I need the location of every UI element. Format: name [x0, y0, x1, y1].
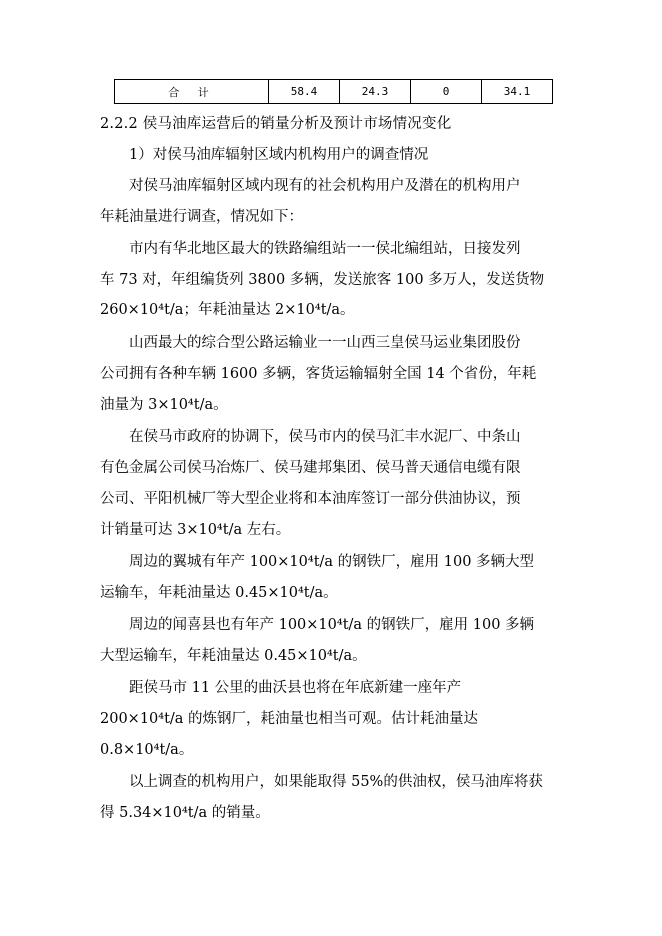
- sub-heading: 1）对侯马油库辐射区域内机构用户的调查情况: [129, 147, 429, 163]
- paragraph-line: 在侯马市政府的协调下，侯马市内的侯马汇丰水泥厂、中条山: [129, 429, 521, 445]
- section-heading: 2.2.2 侯马油库运营后的销量分析及预计市场情况变化: [100, 116, 452, 132]
- summary-row: [115, 80, 553, 104]
- paragraph-line: 年耗油量进行调查，情况如下：: [100, 209, 303, 225]
- paragraph-line: 0.8×10⁴t/a。: [100, 742, 194, 758]
- paragraph-line: 200×10⁴t/a 的炼钢厂，耗油量也相当可观。估计耗油量达: [100, 711, 479, 727]
- summary-table: [114, 79, 553, 104]
- paragraph-line: 大型运输车，年耗油量达 0.45×10⁴t/a。: [100, 648, 367, 664]
- paragraph-line: 运输车，年耗油量达 0.45×10⁴t/a。: [100, 585, 338, 601]
- paragraph-line: 周边的闻喜县也有年产 100×10⁴t/a 的钢铁厂，雇用 100 多辆: [129, 617, 535, 633]
- paragraph-line: 以上调查的机构用户，如果能取得 55%的供油权，侯马油库将获: [129, 774, 543, 790]
- summary-value-cell: 24.3: [340, 80, 411, 104]
- paragraph-line: 车 73 对，年组编货列 3800 多辆，发送旅客 100 多万人，发送货物: [100, 272, 545, 288]
- paragraph-line: 山西最大的综合型公路运输业一一山西三皇侯马运业集团股份: [129, 335, 521, 351]
- summary-value-cell: 0: [411, 80, 482, 104]
- paragraph-line: 计销量可达 3×10⁴t/a 左右。: [100, 522, 291, 538]
- paragraph-line: 市内有华北地区最大的铁路编组站一一侯北编组站，日接发列: [129, 241, 521, 257]
- paragraph-line: 距侯马市 11 公里的曲沃县也将在年底新建一座年产: [129, 680, 462, 696]
- paragraph-line: 公司、平阳机械厂等大型企业将和本油库签订一部分供油协议，预: [100, 491, 521, 507]
- paragraph-line: 公司拥有各种车辆 1600 多辆，客货运输辐射全国 14 个省份，年耗: [100, 366, 537, 382]
- summary-label-cell: 合 计: [115, 80, 269, 104]
- summary-value-cell: 58.4: [269, 80, 340, 104]
- paragraph-line: 260×10⁴t/a；年耗油量达 2×10⁴t/a。: [100, 302, 355, 318]
- paragraph-line: 有色金属公司侯马冶炼厂、侯马建邦集团、侯马普天通信电缆有限: [100, 460, 521, 476]
- summary-value-cell: 34.1: [482, 80, 553, 104]
- paragraph-line: 得 5.34×10⁴t/a 的销量。: [100, 805, 270, 821]
- paragraph-line: 油量为 3×10⁴t/a。: [100, 397, 228, 413]
- paragraph-line: 周边的翼城有年产 100×10⁴t/a 的钢铁厂，雇用 100 多辆大型: [129, 554, 535, 570]
- paragraph-line: 对侯马油库辐射区域内现有的社会机构用户及潜在的机构用户: [129, 178, 521, 194]
